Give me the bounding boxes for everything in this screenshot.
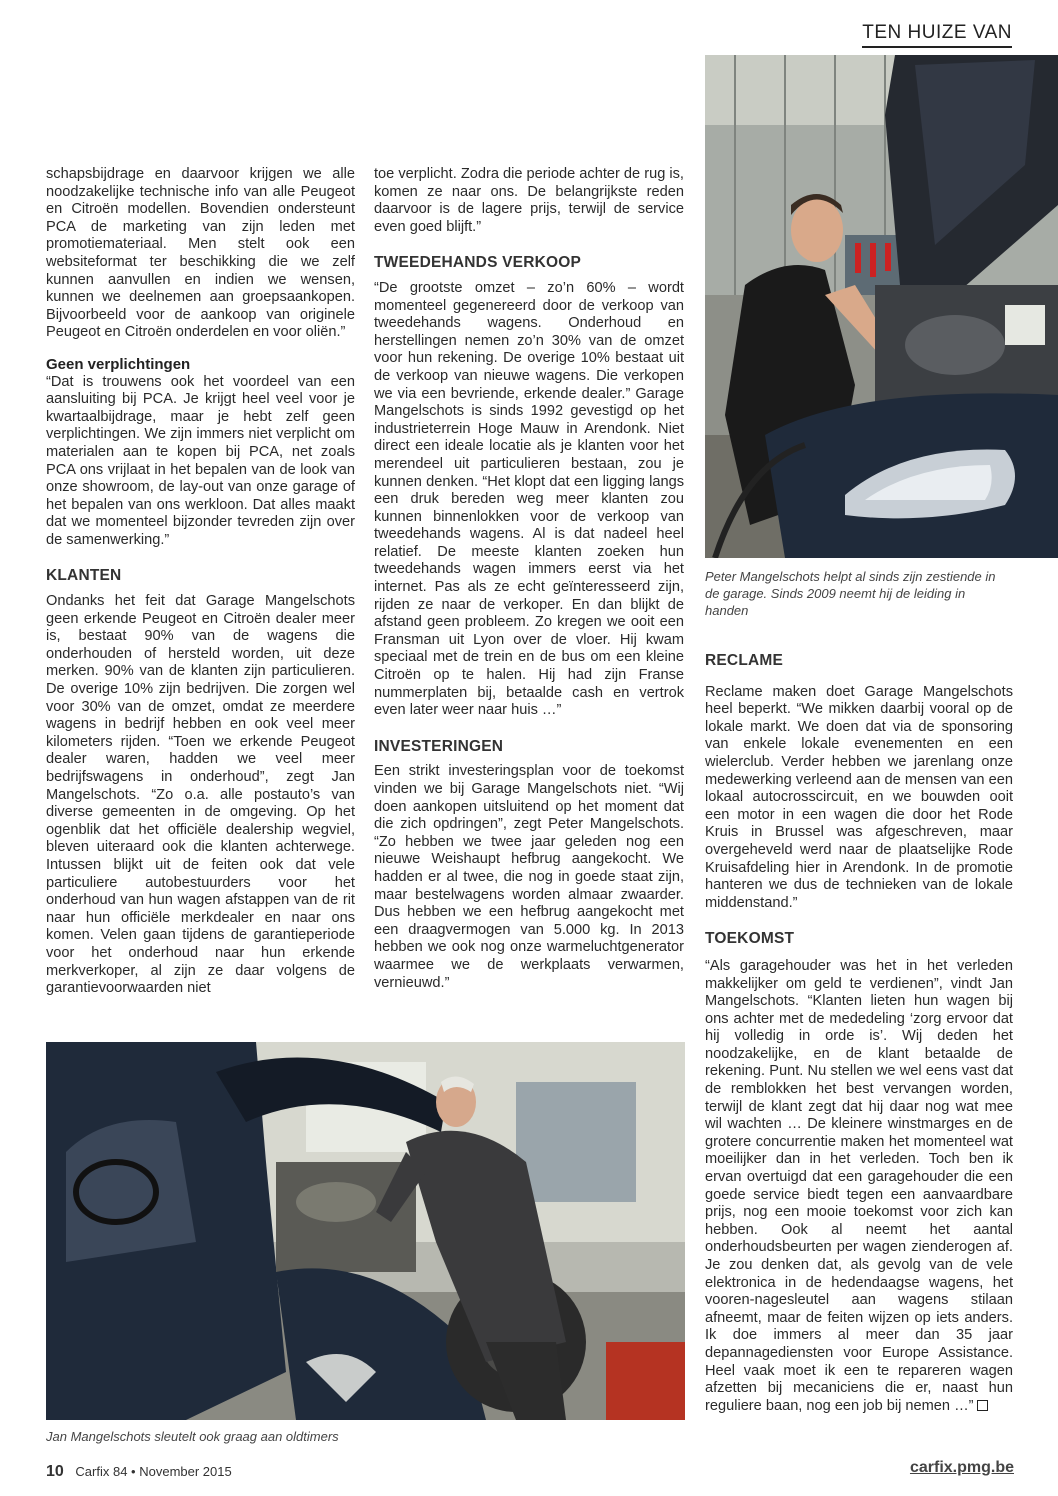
col2-paragraph-3: Een strikt investeringsplan voor de toekomst vinden we bij Garage Mangelschots niet. “Wij doen aankopen uitsluitend op het moment dat die zich opdringen”, zegt Peter Mangelschots. “Zo hebben we twee jaar geleden nog een nieuwe Weishaupt hefbrug aangekocht. We hadden er al twee, die nog in goede staat zijn, maar bestelwagens worden almaar zwaarder. Dus hebben we een hefbrug aangekocht met een draagvermogen van 5.000 kg. In 2013 hebben we ook nog onze warmeluchtgenerator waarmee we de werkplaats verwarmen, vernieuwd.” (374, 763, 684, 991)
photo-jan-mangelschots (46, 1042, 685, 1420)
col2-paragraph-2: “De grootste omzet – zo’n 60% – wordt momenteel gegenereerd door de verkoop van tweedehands wagens. Onderhoud en herstellingen nemen zo’n 30% van de omzet voor hun rekening. De overige 10% bestaat uit de verkoop van nieuwe wagens. Die verkopen we via een bevriende, erkende dealer.” Garage Mangelschots is sinds 1992 gevestigd op het industrieterrein Hoge Mauw in Arendonk. Niet direct een ideale locatie als je klanten voor het merendeel uit particulieren bestaan, zou je kunnen denken. “Het klopt dat een ligging langs een druk bereden weg meer klanten zou kunnen binnenlokken voor de verkoop van tweedehands wagens. Al is dat nadeel heel relatief. De meeste klanten zoeken hun tweedehands wagen immers eerst via het internet. Pas als ze echt geïnteresseerd zijn, rijden ze naar de verkoper. En dan blijkt de afstand geen probleem. Zo kregen we ooit een Fransman uit Lyon over de vloer. Hij kwam speciaal met de trein en de bus om een kleine Citroën op te halen. Hij had zijn Franse nummerplaten bij, betaalde cash en vertrok even later weer naar huis …” (374, 279, 684, 719)
caption-top-right: Peter Mangelschots helpt al sinds zijn zestiende in de garage. Sinds 2009 neemt hij de leiding in handen (705, 569, 996, 618)
column-3 (705, 652, 1013, 1415)
magazine-issue: Carfix 84 • November 2015 (75, 1464, 232, 1479)
footer-left (46, 1463, 232, 1481)
col1-paragraph-2: “Dat is trouwens ook het voordeel van een aansluiting bij PCA. Je krijgt heel veel voor je kwartaalbijdrage, maar je hebt zelf geen verplichtingen. We zijn immers niet verplicht om materialen aan te kopen bij PCA, net zoals PCA ons vrijlaat in het bepalen van de look van onze showroom, de lay-out van onze garage of het bepalen van ons werkloon. Dat alles maakt dat we momenteel bijzonder tevreden zijn over de samenwerking.” (46, 373, 355, 548)
column-2 (374, 166, 684, 992)
heading-toekomst: TOEKOMST (705, 930, 795, 948)
caption-bottom-left: Jan Mangelschots sleutelt ook graag aan oldtimers (46, 1429, 339, 1444)
photo-jan-illustration (46, 1042, 685, 1420)
heading-klanten: KLANTEN (46, 567, 122, 585)
col1-paragraph-3: Ondanks het feit dat Garage Mangelschots geen erkende Peugeot en Citroën dealer meer is, bestaat 90% van de wagens die onderhouden of hersteld worden, uit deze merken. 90% van de klanten zijn particulieren. De overige 10% zijn bedrijven. Die zorgen wel voor 30% van de omzet, omdat ze meerdere wagens in bedrijf hebben en ook veel meer kilometers rijden. “Toen we erkende Peugeot dealer waren, hadden we veel meer bedrijfswagens in onderhoud”, zegt Jan Mangelschots. “Zo o.a. alle postauto’s van diverse gemeenten in de omgeving. Op het ogenblik dat het officiële dealership wegviel, bleven uiteraard ook die klanten achterwege. Intussen blijkt uit de feiten ook dat vele particuliere autobestuurders voor het onderhoud van hun wagen afstappen van de rit naar hun officiële merkdealer en naar ons komen. Velen gaan tijdens de garantieperiode voor het onderhoud naar hun erkende merkverkoper, al zijn ze daar volgens de garantievoorwaarden niet (46, 593, 355, 997)
section-tag: TEN HUIZE VAN (862, 22, 1012, 48)
col1-paragraph-1: schapsbijdrage en daarvoor krijgen we alle noodzakelijke technische info van alle Peugeot en Citroën modellen. Bovendien ondersteunt PCA de marketing van zijn leden met promotiemateriaal. Men stelt ook een websiteformat ter beschikking die we zelf kunnen aanvullen en indien we wensen, kunnen we deelnemen aan groepsaankopen. Bijvoorbeeld voor de aankoop van originele Peugeot en Citroën onderdelen en voor oliën.” (46, 166, 355, 341)
heading-investeringen: INVESTERINGEN (374, 737, 504, 755)
page-number: 10 (46, 1463, 64, 1480)
heading-geen-verplichtingen: Geen verplichtingen (46, 355, 191, 373)
col3-paragraph-2 (705, 958, 1013, 1415)
col3-paragraph-1: Reclame maken doet Garage Mangelschots heel beperkt. “We mikken daarbij vooral op de lokale markt. We doen dat via de sponsoring van enkele lokale evenementen en een wielerclub. Verder hebben we jarenlang onze medewerking verleend aan de mensen van een lokaal autocrosscircuit, en we bouwden ooit een motor in een wagen die door het Rode Kruis in Brussel was afgeschreven, maar overgeheveld werd naar de plaatselijke Rode Kruisafdeling hier in Arendonk. In de promotie hanteren we dus de technieken van de lokale middenstand.” (705, 683, 1013, 911)
heading-tweedehands-verkoop: TWEEDEHANDS VERKOOP (374, 254, 582, 272)
photo-peter-mangelschots (705, 55, 1058, 558)
col3-paragraph-2-text: “Als garagehouder was het in het verleden makkelijker om geld te verdienen”, vindt Jan Mangelschots. “Klanten lieten hun wagen bij ons achter met de mededeling ‘zorg ervoor dat hij volledig in orde is’. Wij deden het noodzakelijke, en de klant betaalde de rekening. Punt. Nu stellen we wel eens vast dat de remblokken het best vervangen worden, terwijl de klant zegt dat hij daar nog wat mee wil wachten … De kleinere winstmarges en de grotere concurrentie maken het momenteel wat moeilijker dan in het verleden. Toch ben ik ervan overtuigd dat een garagehouder die een goede service biedt tegen een aanvaardbare prijs, nog een mooie toekomst voor zich kan hebben. Ook al neemt het aantal onderhoudsbeurten per wagen zienderogen af. Je zou denken dat, als gevolg van de vele elektronica in de hedendaagse wagens, het vooren-nagesleutel aan wagens stilaan afneemt, maar de feiten wijzen op iets anders. Ik doe immers al meer dan 35 jaar depannagediensten voor Europe Assistance. Heel vaak moet ik een te repareren wagen afzetten bij mecaniciens die er, naast hun reguliere baan, nog een job bij nemen …” (705, 957, 1013, 1414)
column-1 (46, 166, 355, 998)
photo-peter-illustration (705, 55, 1058, 558)
col2-paragraph-1: toe verplicht. Zodra die periode achter de rug is, komen ze naar ons. De belangrijkste reden daarvoor is de lagere prijs, terwijl de service even goed blijft.” (374, 166, 684, 235)
heading-reclame: RECLAME (705, 652, 784, 669)
website-link[interactable]: carfix.pmg.be (909, 1459, 1014, 1476)
end-of-article-icon (977, 1400, 988, 1411)
